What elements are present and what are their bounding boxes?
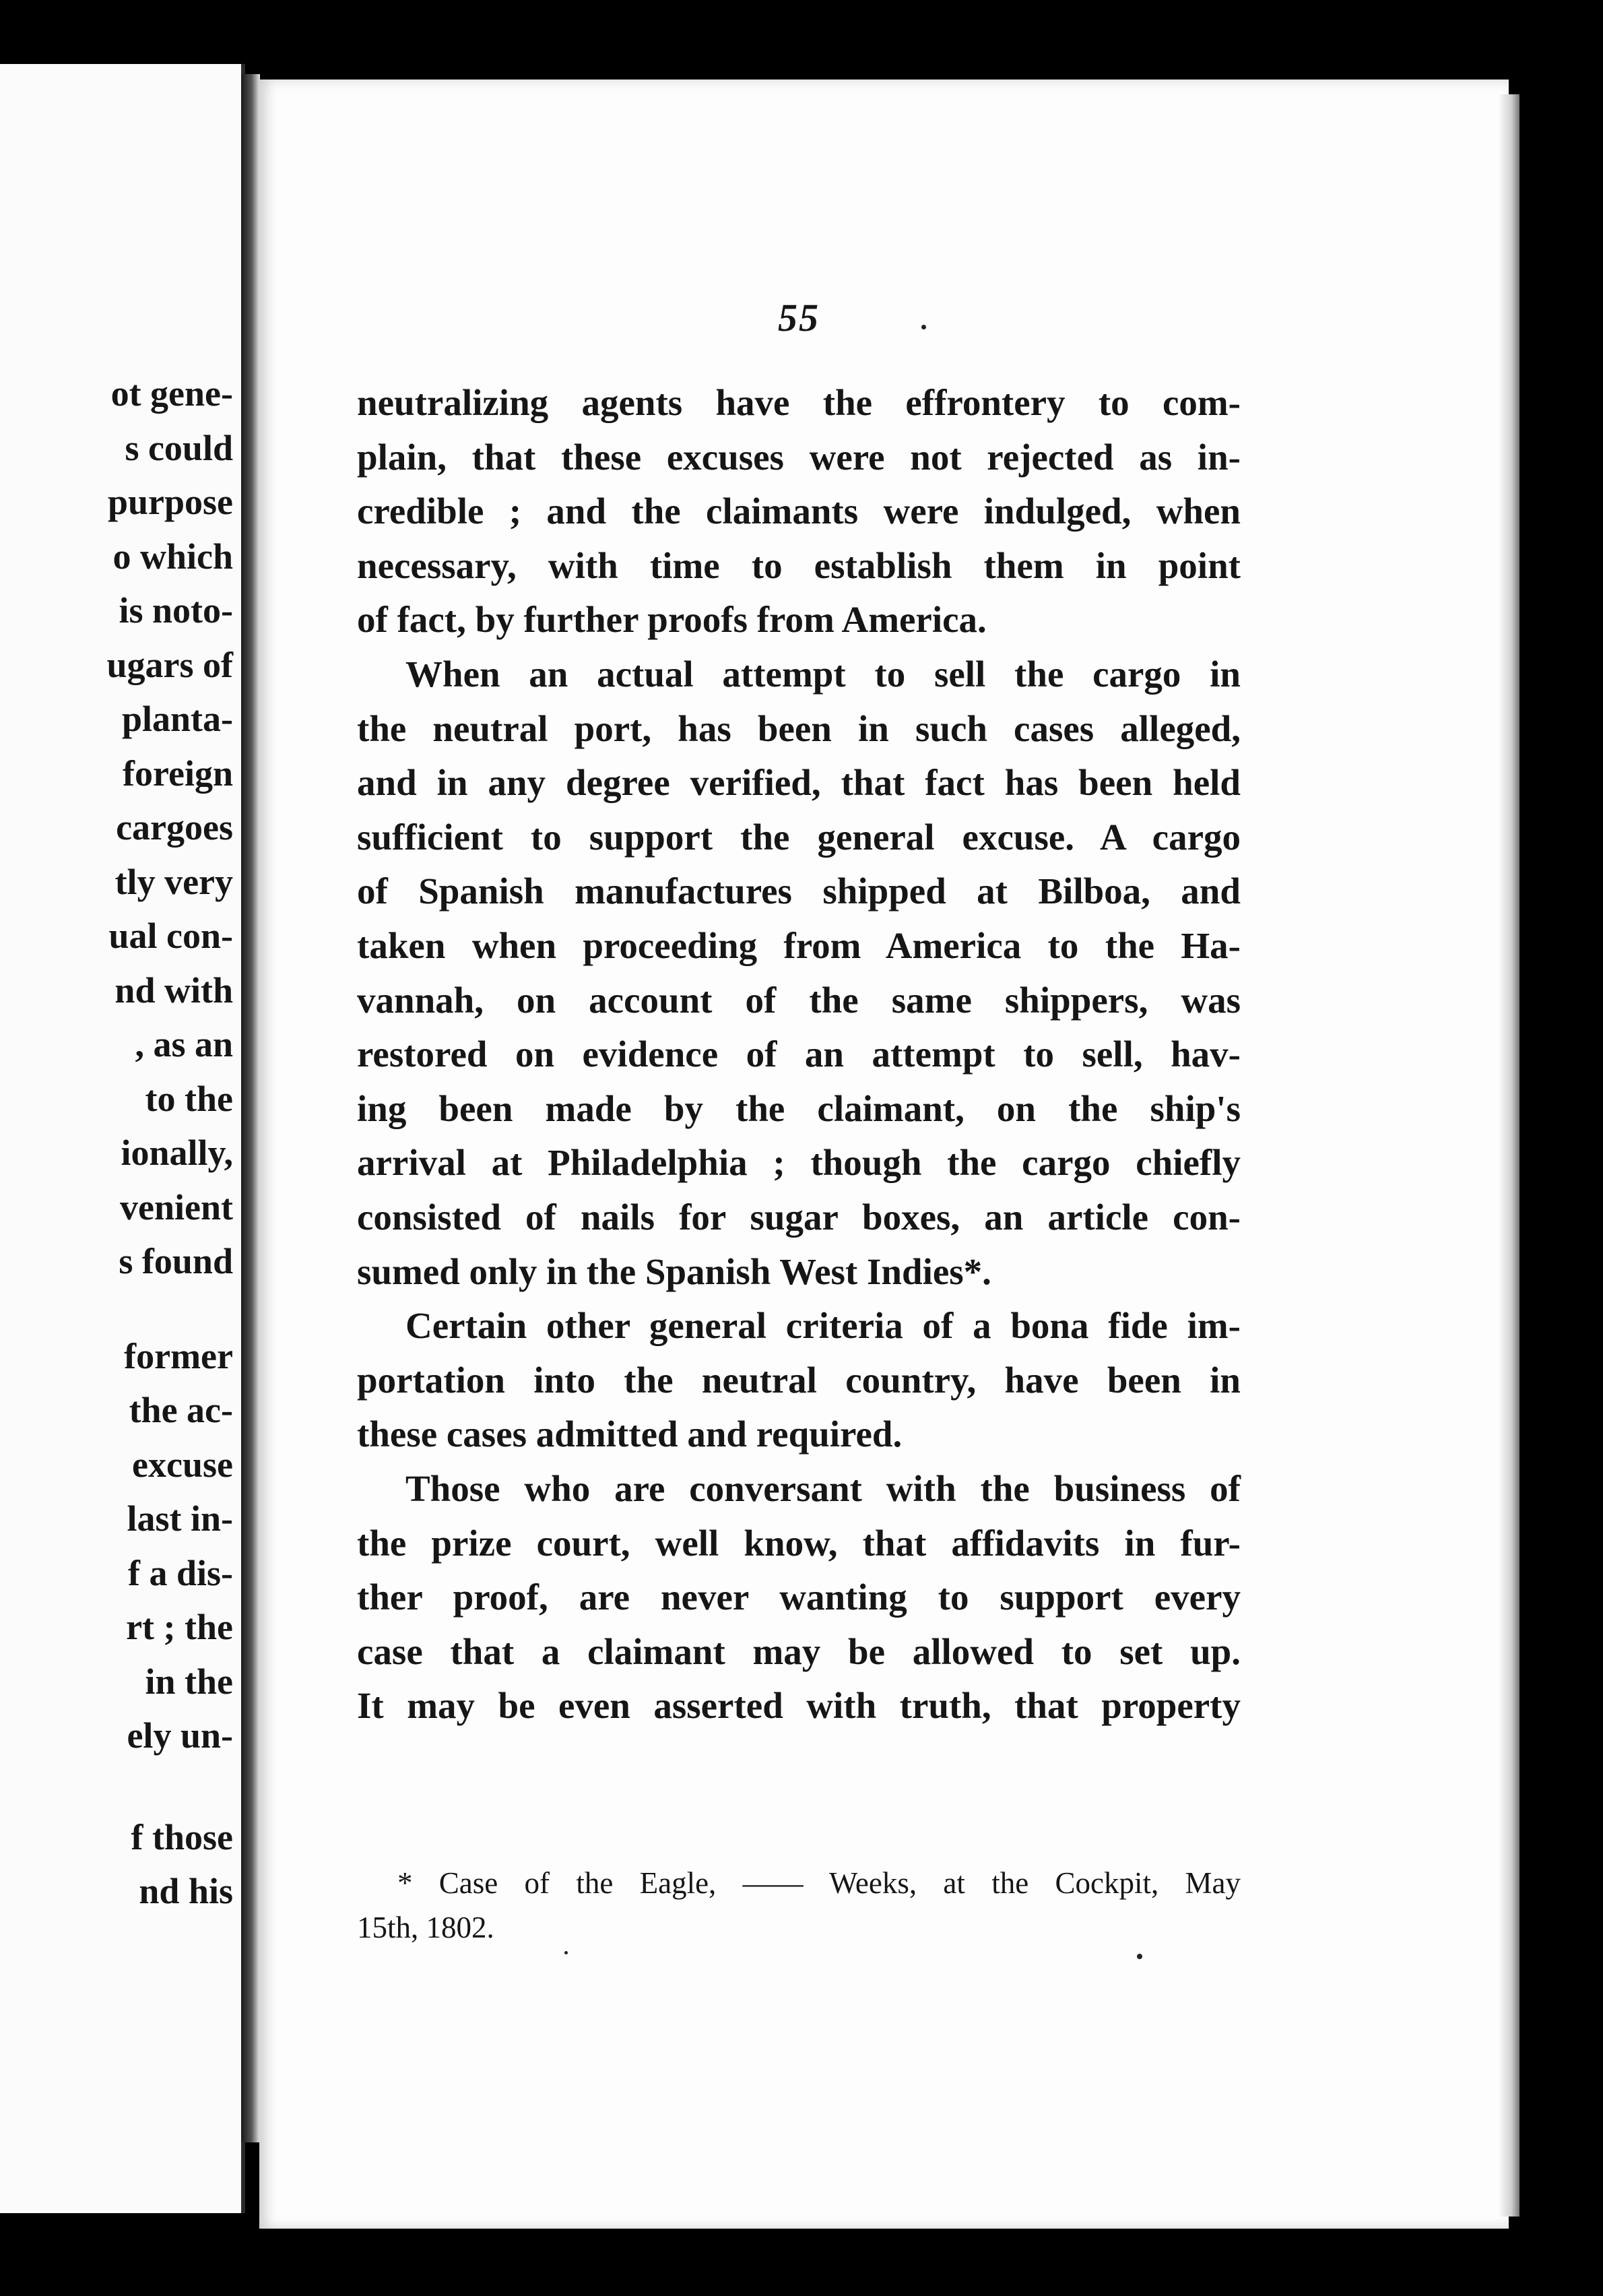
text-line: vannah, on account of the same shippers, was	[357, 979, 1241, 1021]
text-line: necessary, with time to establish them in point	[357, 544, 1241, 586]
facing-page-fragment: is noto-	[119, 590, 233, 631]
text-line: plain, that these excuses were not rejected as in-	[357, 436, 1241, 478]
facing-page-fragment: , as an	[135, 1024, 233, 1064]
facing-page-fragment: foreign	[123, 753, 233, 794]
text-line: Those who are conversant with the business of	[405, 1468, 1241, 1509]
facing-page-fragment: last in-	[127, 1498, 233, 1539]
facing-page-fragment: nd with	[115, 969, 233, 1011]
facing-page-fragment: ely un-	[127, 1715, 233, 1756]
footnote-line: * Case of the Eagle, —— Weeks, at the Cockpit, May	[397, 1866, 1241, 1900]
text-line: ing been made by the claimant, on the ship's	[357, 1087, 1241, 1129]
text-line: the neutral port, has been in such cases alleged,	[357, 707, 1241, 749]
text-line: When an actual attempt to sell the cargo in	[405, 653, 1241, 695]
ink-speck	[921, 325, 926, 329]
facing-page-fragment: to the	[145, 1078, 233, 1119]
facing-page-fragment: the ac-	[129, 1390, 233, 1430]
text-line: these cases admitted and required.	[357, 1413, 903, 1455]
facing-page-fragment: cargoes	[116, 807, 233, 848]
book-gutter	[241, 74, 260, 2142]
facing-page-fragment: ual con-	[108, 916, 233, 956]
ink-speck	[1137, 1954, 1142, 1959]
footnote-line: 15th, 1802.	[357, 1911, 494, 1944]
facing-page-fragment: venient	[120, 1186, 233, 1227]
facing-page-fragment: ot gene-	[110, 373, 233, 414]
facing-page-fragment: rt ; the	[126, 1607, 233, 1647]
facing-page-fragment: o which	[112, 536, 233, 577]
text-line: sufficient to support the general excuse. A cargo	[357, 816, 1241, 858]
page-number: 55	[778, 296, 820, 340]
text-line: taken when proceeding from America to the Ha-	[357, 925, 1241, 966]
text-line: Certain other general criteria of a bona fide im-	[405, 1305, 1241, 1347]
text-line: of fact, by further proofs from America.	[357, 599, 987, 641]
facing-page-fragment: purpose	[107, 482, 233, 522]
facing-page-fragment: excuse	[132, 1444, 233, 1485]
facing-page-fragment: planta-	[121, 699, 233, 739]
text-line: consisted of nails for sugar boxes, an article con-	[357, 1197, 1241, 1238]
page-edge	[1499, 94, 1519, 2217]
text-line: credible ; and the claimants were indulged, when	[357, 490, 1241, 532]
text-line: restored on evidence of an attempt to sell, hav-	[357, 1033, 1241, 1075]
facing-page-fragment: ionally,	[121, 1133, 233, 1173]
text-line: ther proof, are never wanting to support every	[357, 1576, 1241, 1618]
facing-page-fragment: s found	[119, 1241, 233, 1281]
text-line: neutralizing agents have the effrontery to com-	[357, 382, 1241, 423]
facing-page-fragment: nd his	[139, 1871, 233, 1911]
text-line: sumed only in the Spanish West Indies*.	[357, 1250, 991, 1292]
facing-page-fragment: former	[124, 1335, 233, 1376]
text-line: case that a claimant may be allowed to set up.	[357, 1630, 1241, 1672]
facing-page-fragment: ugars of	[106, 644, 233, 685]
facing-page-left	[0, 64, 245, 2213]
text-line: It may be even asserted with truth, that property	[357, 1685, 1241, 1727]
text-line: and in any degree verified, that fact has been held	[357, 762, 1241, 804]
text-line: arrival at Philadelphia ; though the cargo chiefly	[357, 1142, 1241, 1184]
ink-speck	[564, 1951, 568, 1954]
facing-page-fragment: f those	[131, 1816, 233, 1857]
facing-page-fragment: s could	[125, 427, 233, 468]
text-line: the prize court, well know, that affidavits in fur-	[357, 1522, 1241, 1564]
facing-page-fragment: tly very	[115, 861, 233, 902]
facing-page-fragment: f a dis-	[127, 1552, 233, 1593]
text-line: portation into the neutral country, have been in	[357, 1359, 1241, 1401]
facing-page-fragment: in the	[145, 1661, 233, 1702]
text-line: of Spanish manufactures shipped at Bilboa, and	[357, 870, 1241, 912]
